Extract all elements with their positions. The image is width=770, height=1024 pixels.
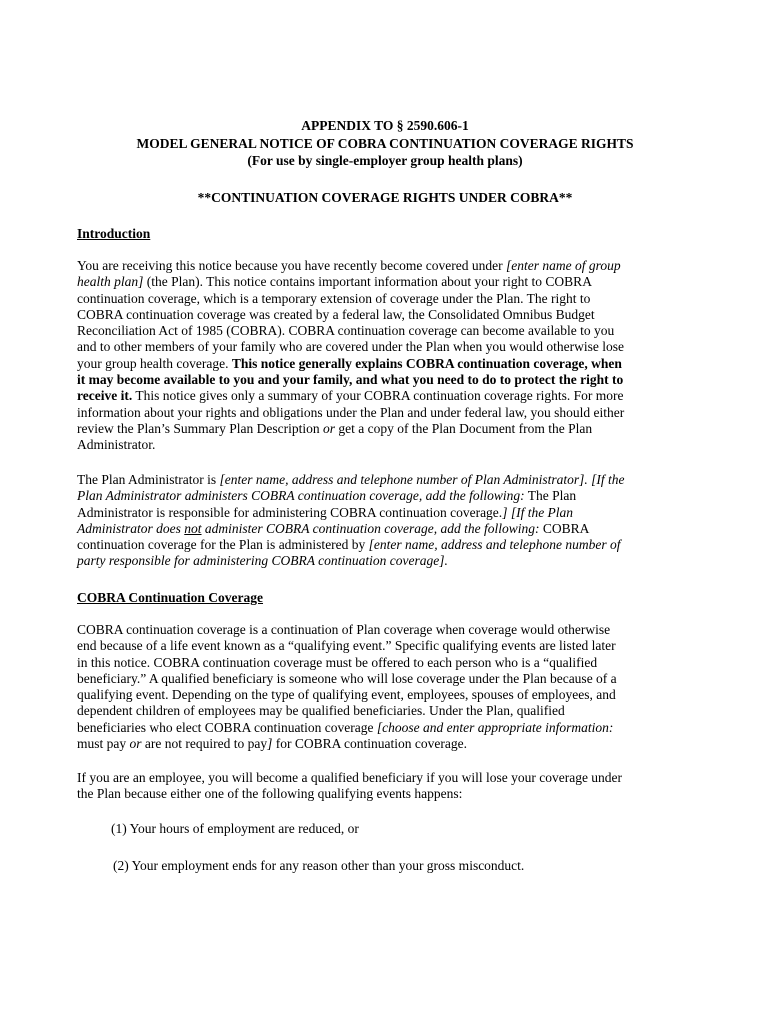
- text-run: This notice generally explains COBRA continuation coverage, when: [231, 355, 622, 371]
- text-run: beneficiary.” A qualified beneficiary is someone who will lose coverage under the Plan because of a: [77, 670, 617, 686]
- text-run: for COBRA continuation coverage.: [272, 736, 467, 752]
- text-run: party responsible for administering COBRA continuation coverage].: [77, 553, 448, 569]
- text-line: [77, 323, 692, 339]
- text-run: it may become available to you and your family, and what you need to do to protect the right to: [77, 372, 624, 388]
- text-line: [77, 437, 692, 453]
- text-line: [77, 786, 692, 802]
- text-run: administer COBRA continuation coverage, add the following:: [201, 520, 540, 536]
- text-line: [77, 258, 692, 274]
- text-run: and to other members of your family who are covered under the Plan when you would otherwise lose: [77, 339, 624, 355]
- text-line: [77, 472, 692, 488]
- text-run: [choose and enter appropriate information:: [376, 719, 614, 735]
- rights-banner: **CONTINUATION COVERAGE RIGHTS UNDER COBRA**: [197, 190, 573, 205]
- introduction-paragraph-2: [77, 472, 692, 570]
- text-line: [77, 274, 692, 290]
- text-run: continuation coverage for the Plan is administered by: [77, 537, 369, 553]
- introduction-heading: Introduction: [77, 226, 151, 241]
- text-run: in this notice. COBRA continuation coverage must be offered to each person who is a “qualified: [77, 654, 598, 670]
- text-run: [enter name of group: [505, 258, 621, 273]
- text-line: [77, 736, 692, 752]
- text-run: ] [If the Plan: [502, 504, 574, 520]
- text-line: [77, 770, 692, 786]
- text-run: [enter name, address and telephone number of Plan Administrator]. [If the: [219, 472, 625, 487]
- text-run: information about your rights and obligations under the Plan and under federal law, you should either: [77, 404, 625, 420]
- text-line: [77, 488, 692, 504]
- text-run: qualifying event. Depending on the type of qualifying event, employees, spouses of employees, and: [77, 687, 616, 703]
- text-run: Reconciliation Act of 1985 (COBRA). COBRA continuation coverage can become available to you: [77, 323, 615, 339]
- text-run: dependent children of employees may be qualified beneficiaries. Under the Plan, qualified: [77, 703, 565, 719]
- text-line: [77, 421, 692, 437]
- text-run: The Plan Administrator is: [77, 472, 220, 487]
- text-run: ]: [267, 736, 273, 752]
- text-run: beneficiaries who elect COBRA continuation coverage: [77, 719, 377, 735]
- text-run: review the Plan’s Summary Plan Description: [77, 420, 323, 436]
- qualifying-event-item-1: (1) Your hours of employment are reduced, or: [111, 821, 359, 836]
- qualifying-event-item-2: (2) Your employment ends for any reason other than your gross misconduct.: [113, 858, 525, 873]
- text-line: [77, 339, 692, 355]
- text-run: end because of a life event known as a “qualifying event.” Specific qualifying events are listed later: [77, 638, 616, 654]
- text-run: If you are an employee, you will become a qualified beneficiary if you will lose your coverage under: [77, 770, 623, 785]
- text-run: Administrator.: [77, 437, 156, 453]
- cobra-coverage-paragraph-2: [77, 770, 692, 803]
- text-run: Plan Administrator administers COBRA continuation coverage, add the following:: [77, 488, 525, 504]
- text-line: [77, 687, 692, 703]
- notice-subtitle: (For use by single-employer group health plans): [247, 153, 523, 168]
- text-line: [77, 537, 692, 553]
- text-run: Administrator does: [77, 520, 185, 536]
- text-run: or: [129, 736, 142, 752]
- text-line: [77, 372, 692, 388]
- text-line: [77, 622, 692, 638]
- text-run: The Plan: [524, 488, 577, 504]
- text-run: continuation coverage, which is a temporary extension of coverage under the Plan. The right to: [77, 290, 591, 306]
- text-line: [77, 291, 692, 307]
- text-run: Administrator is responsible for administering COBRA continuation coverage.: [77, 504, 503, 520]
- text-line: [77, 655, 692, 671]
- text-run: This notice gives only a summary of your COBRA continuation coverage rights. For more: [132, 388, 624, 404]
- text-line: [77, 671, 692, 687]
- appendix-title: APPENDIX TO § 2590.606-1: [301, 118, 469, 133]
- text-line: [77, 638, 692, 654]
- introduction-paragraph-1: [77, 258, 692, 454]
- text-run: must pay: [77, 736, 130, 752]
- notice-title: MODEL GENERAL NOTICE OF COBRA CONTINUATION COVERAGE RIGHTS: [136, 135, 634, 151]
- text-line: [77, 553, 692, 569]
- text-line: [77, 720, 692, 736]
- text-run: COBRA: [539, 520, 590, 536]
- text-run: are not required to pay: [141, 736, 268, 752]
- text-run: your group health coverage.: [77, 355, 232, 371]
- text-run: COBRA continuation coverage was created by a federal law, the Consolidated Omnibus Budget: [77, 306, 595, 322]
- text-line: [77, 703, 692, 719]
- text-run: health plan]: [77, 274, 144, 290]
- text-run: (the Plan). This notice contains important information about your right to COBRA: [143, 274, 592, 290]
- document-header: [0, 117, 770, 170]
- text-line: [77, 405, 692, 421]
- cobra-coverage-paragraph-1: [77, 622, 692, 752]
- text-run: the Plan because either one of the following qualifying events happens:: [77, 786, 463, 802]
- text-run: receive it.: [77, 388, 133, 404]
- text-run: You are receiving this notice because you have recently become covered under: [77, 258, 506, 273]
- text-run: COBRA continuation coverage is a continuation of Plan coverage when coverage would otherwise: [77, 622, 611, 637]
- text-line: [77, 388, 692, 404]
- text-run: get a copy of the Plan Document from the Plan: [334, 420, 593, 436]
- text-run: not: [184, 520, 202, 536]
- cobra-coverage-heading: COBRA Continuation Coverage: [77, 590, 264, 605]
- text-line: [77, 356, 692, 372]
- text-line: [77, 521, 692, 537]
- text-run: [enter name, address and telephone number of: [368, 537, 621, 553]
- text-line: [77, 505, 692, 521]
- text-run: or: [322, 420, 335, 436]
- text-line: [77, 307, 692, 323]
